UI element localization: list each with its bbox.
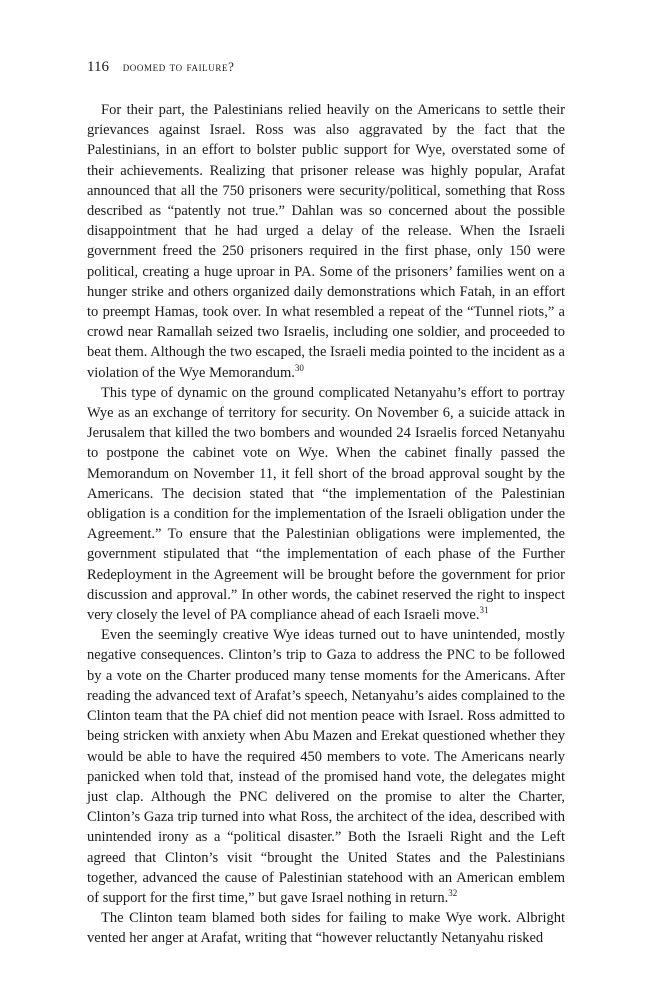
paragraph (87, 625, 565, 908)
body-text (87, 100, 565, 949)
paragraph-text: Even the seemingly creative Wye ideas turned out to have unintended, mostly negative consequences. Clinton’s trip to Gaza to address the PNC to be followed by a vote on the Charter produced many tense moments for the Americans. After reading the advanced text of Arafat’s speech, Netanyahu’s aides complained to the Clinton team that the PA chief did not mention peace with Israel. Ross admitted to being stricken with anxiety when Abu Mazen and Erekat questioned whether they would be able to have the required 450 members to vote. The Americans nearly panicked when told that, instead of the promised hand vote, the delegates might just clap. Although the PNC delivered on the promise to alter the Charter, Clinton’s Gaza trip turned into what Ross, the architect of the idea, described with unintended irony as a “political disaster.” Both the Israeli Right and the Left agreed that Clinton’s visit “brought the United States and the Palestinians together, advanced the cause of Palestinian statehood with an American emblem of support for the first time,” but gave Israel nothing in return. (87, 627, 565, 906)
footnote-marker[interactable]: 32 (448, 888, 458, 899)
paragraph-text: This type of dynamic on the ground complicated Netanyahu’s effort to portray Wye as an exchange of territory for security. On November 6, a suicide attack in Jerusalem that killed the two bombers and wounded 24 Israelis forced Netanyahu to postpone the cabinet vote on Wye. When the cabinet finally passed the Memorandum on November 11, it fell short of the broad approval sought by the Americans. The decision stated that “the implementation of the Palestinian obligation is a condition for the implementation of the Israeli obligation under the Agreement.” To ensure that the Palestinian obligations were implemented, the government stipulated that “the implementation of each phase of the Further Redeployment in the Agreement will be brought before the government for prior discussion and approval.” In other words, the cabinet reserved the right to inspect very closely the level of PA compliance ahead of each Israeli move. (87, 384, 565, 624)
page-number: 116 (87, 59, 109, 75)
paragraph (87, 908, 565, 948)
paragraph (87, 100, 565, 383)
book-title: doomed to failure? (122, 59, 235, 74)
footnote-marker[interactable]: 30 (294, 362, 304, 373)
paragraph-text: The Clinton team blamed both sides for failing to make Wye work. Albright vented her anger at Arafat, writing that “however reluctantly Netanyahu risked (87, 910, 565, 947)
running-head (87, 58, 234, 76)
paragraph-text: For their part, the Palestinians relied heavily on the Americans to settle their grievances against Israel. Ross was also aggravated by the fact that the Palestinians, in an effort to bolster public support for Wye, overstated some of their achievements. Realizing that prisoner release was highly popular, Arafat announced that all the 750 prisoners were security/political, something that Ross described as “patently not true.” Dahlan was so concerned about the possible disappointment that he had urged a delay of the release. When the Israeli government freed the 250 prisoners required in the first phase, only 150 were political, creating a huge uproar in PA. Some of the prisoners’ families went on a hunger strike and others organized daily demonstrations which Fatah, in an effort to preempt Hamas, took over. In what resembled a repeat of the “Tunnel riots,” a crowd near Ramallah seized two Israelis, including one soldier, and proceeded to beat them. Although the two escaped, the Israeli media pointed to the incident as a violation of the Wye Memorandum. (87, 102, 565, 381)
paragraph (87, 383, 565, 625)
footnote-marker[interactable]: 31 (479, 605, 489, 616)
